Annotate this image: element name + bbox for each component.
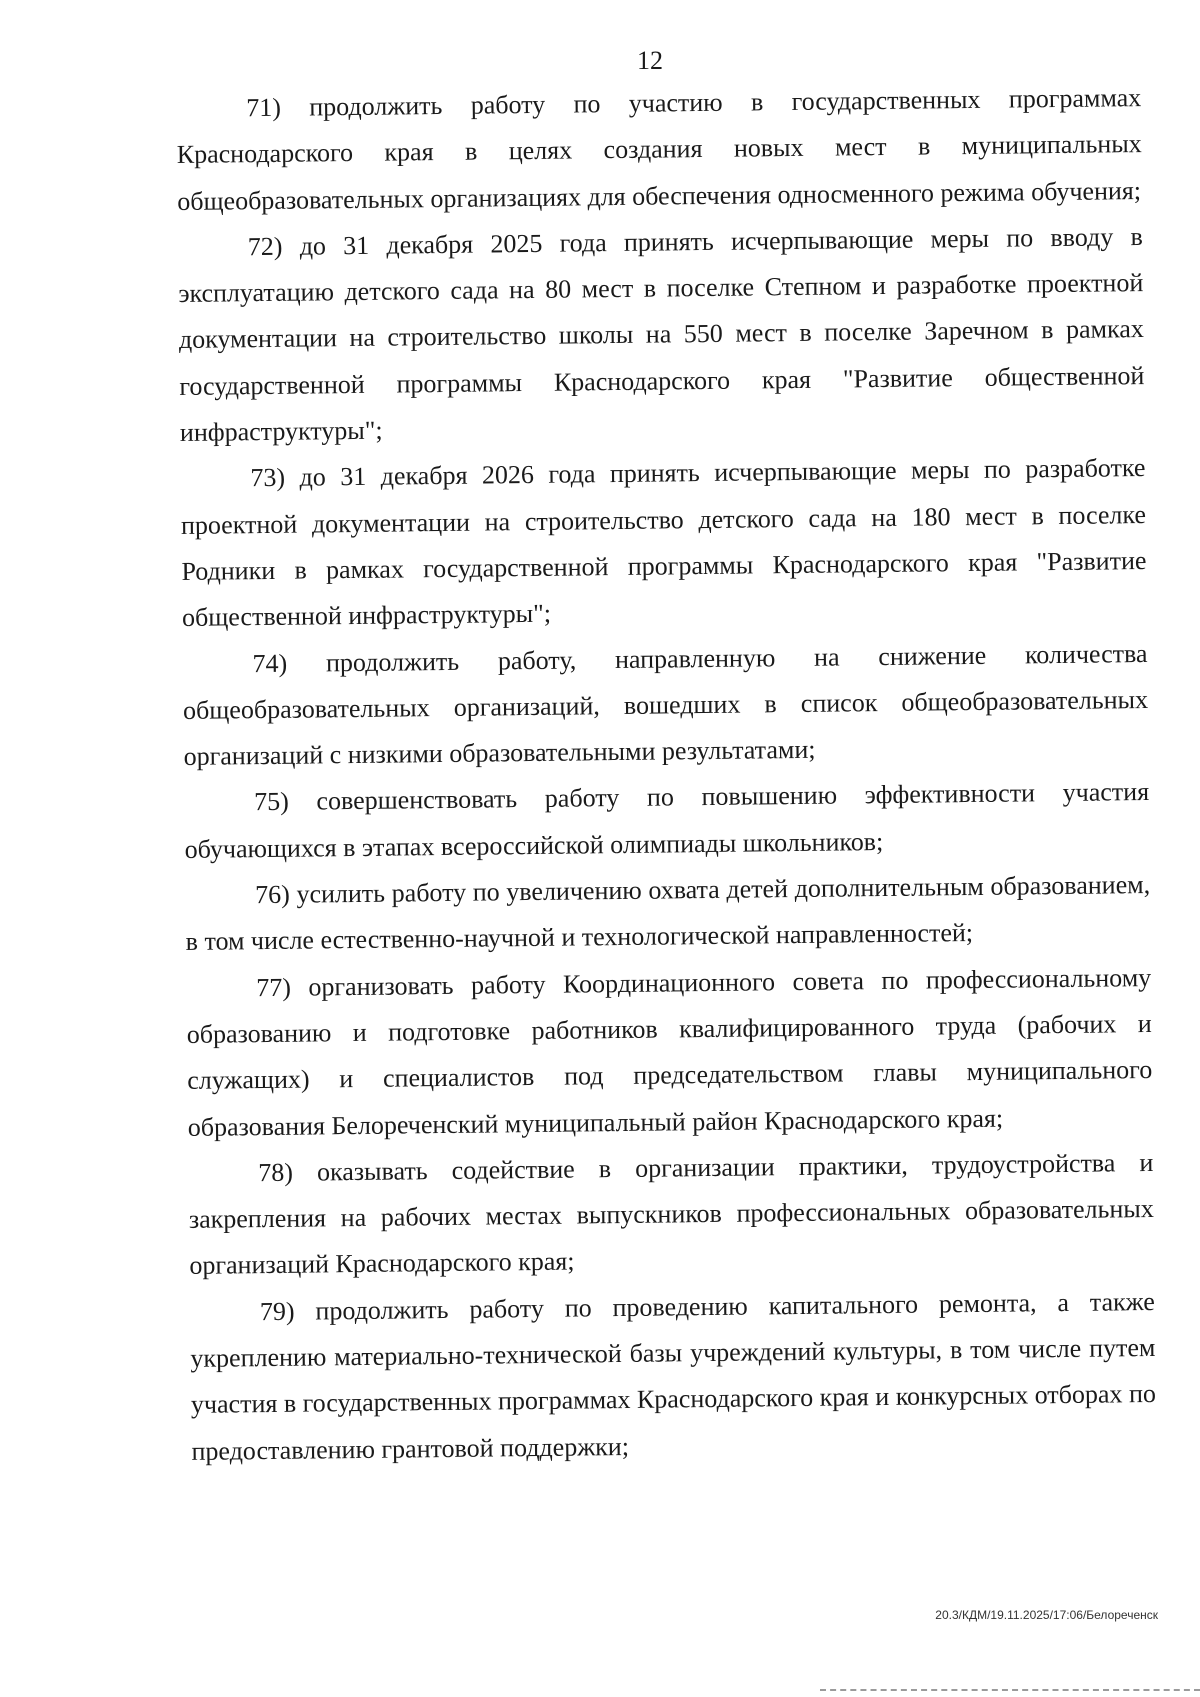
paragraph-item-73: 73) до 31 декабря 2026 года принять исчерпывающие меры по разработке проектной документации на строительство детского сада на 180 мест в поселке Родники в рамках государственной программы Краснодарского края "Развитие общественной инфраструктуры";: [180, 453, 1147, 633]
paragraph-item-79: 79) продолжить работу по проведению капитального ремонта, а также укреплению материально-технической базы учреждений культуры, в том числе путем участия в государственных программах Краснодарского края и конкурсных отборах по предоставлению грантовой поддержки;: [190, 1286, 1157, 1466]
scan-edge-artifact: [820, 1689, 1200, 1691]
paragraph-item-72: 72) до 31 декабря 2025 года принять исчерпывающие меры по вводу в эксплуатацию детского сада на 80 мест в поселке Степном и разработке проектной документации на строительство школы на 550 мест в поселке Заречном в рамках государственной программы Краснодарского края "Развитие общественной инфраструктуры";: [178, 221, 1145, 448]
paragraph-item-76: 76) усилить работу по увеличению охвата детей дополнительным образованием, в том числе естественно-научной и технологической направленностей;: [185, 870, 1151, 957]
paragraph-item-78: 78) оказывать содействие в организации практики, трудоустройства и закрепления на рабочих местах выпускников профессиональных образовательных организаций Краснодарского края;: [188, 1147, 1154, 1281]
document-registration-code: 20.3/КДМ/19.11.2025/17:06/Белореченск: [935, 1608, 1158, 1622]
page-number: 12: [637, 46, 663, 75]
paragraph-item-71: 71) продолжить работу по участию в государственных программах Краснодарского края в целях создания новых мест в муниципальных общеобразовательных организациях для обеспечения односменного режима обучения;: [176, 83, 1142, 216]
paragraph-item-74: 74) продолжить работу, направленную на снижение количества общеобразовательных организаций, вошедших в список общеобразовательных организаций с низкими образовательными результатами;: [182, 638, 1149, 772]
document-body: [176, 75, 1157, 1475]
paragraph-item-77: 77) организовать работу Координационного совета по профессиональному образованию и подготовке работников квалифицированного труда (рабочих и служащих) и специалистов под председательством главы муниципального образования Белореченский муниципальный район Краснодарского края;: [186, 962, 1153, 1142]
paragraph-item-75: 75) совершенствовать работу по повышению эффективности участия обучающихся в этапах всероссийской олимпиады школьников;: [184, 777, 1150, 864]
